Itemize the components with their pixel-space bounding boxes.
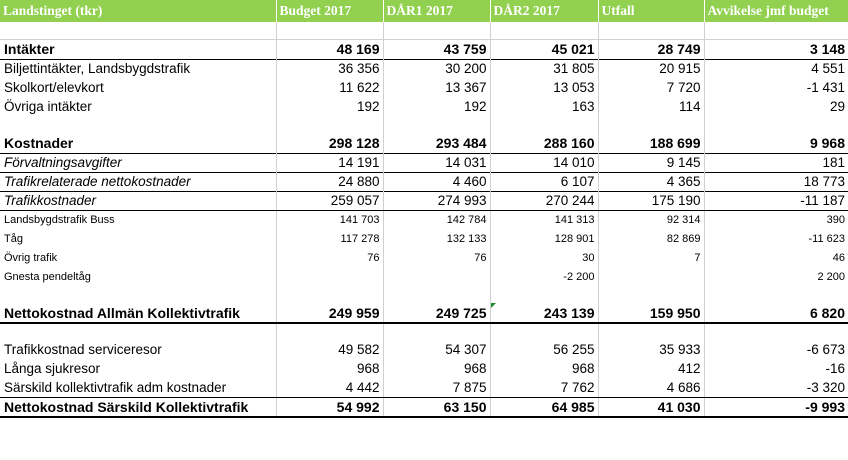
table-row xyxy=(0,229,848,248)
cell-value: 9 968 xyxy=(704,133,848,153)
cell-value: 11 622 xyxy=(276,78,383,97)
blank-row xyxy=(0,286,848,303)
table-row xyxy=(0,97,848,116)
cell-value: 298 128 xyxy=(276,133,383,153)
cell-value: 968 xyxy=(490,359,598,378)
header-col-utfall: Utfall xyxy=(598,0,704,22)
cell-value: 54 307 xyxy=(383,340,490,359)
cell-value: -1 431 xyxy=(704,78,848,97)
cell-value: -11 187 xyxy=(704,191,848,210)
cell-value: 390 xyxy=(704,210,848,229)
cell-value: 36 356 xyxy=(276,59,383,78)
cell-value: 43 759 xyxy=(383,39,490,59)
header-col-budget: Budget 2017 xyxy=(276,0,383,22)
cell-value: 259 057 xyxy=(276,191,383,210)
cell-value: 192 xyxy=(276,97,383,116)
cell-value xyxy=(276,267,383,286)
row-label: Övrig trafik xyxy=(4,251,58,264)
cell-value: 7 875 xyxy=(383,378,490,397)
cell-value: 4 365 xyxy=(598,172,704,191)
table-row xyxy=(0,248,848,267)
cell-value: 41 030 xyxy=(598,397,704,417)
cell-value: 24 880 xyxy=(276,172,383,191)
blank-row xyxy=(0,116,848,133)
cell-value: 54 992 xyxy=(276,397,383,417)
cell-value: 56 255 xyxy=(490,340,598,359)
row-label: Långa sjukresor xyxy=(4,361,101,376)
table-row xyxy=(0,153,848,172)
row-label: Landsbygdstrafik Buss xyxy=(4,213,115,226)
table-row xyxy=(0,39,848,59)
table-row xyxy=(0,78,848,97)
cell-value: 249 959 xyxy=(276,303,383,323)
cell-value: 114 xyxy=(598,97,704,116)
cell-value: 412 xyxy=(598,359,704,378)
cell-value: 163 xyxy=(490,97,598,116)
cell-value: 288 160 xyxy=(490,133,598,153)
table-row xyxy=(0,210,848,229)
cell-value: 46 xyxy=(704,248,848,267)
table-row xyxy=(0,191,848,210)
cell-value: 28 749 xyxy=(598,39,704,59)
cell-value: 63 150 xyxy=(383,397,490,417)
row-label: Nettokostnad Allmän Kollektivtrafik xyxy=(0,303,276,323)
header-col-dar2: DÅR2 2017 xyxy=(490,0,598,22)
table-row xyxy=(0,59,848,78)
cell-value: 117 278 xyxy=(276,229,383,248)
row-label: Särskild kollektivtrafik adm kostnader xyxy=(0,378,276,397)
cell-value: -2 200 xyxy=(490,267,598,286)
cell-value: 270 244 xyxy=(490,191,598,210)
cell-value: 30 200 xyxy=(383,59,490,78)
row-label: Kostnader xyxy=(4,134,74,151)
table-row xyxy=(0,397,848,417)
cell-value: 13 053 xyxy=(490,78,598,97)
cell-value: 45 021 xyxy=(490,39,598,59)
cell-value: 141 703 xyxy=(276,210,383,229)
cell-value xyxy=(598,267,704,286)
cell-value: 35 933 xyxy=(598,340,704,359)
cell-value: 293 484 xyxy=(383,133,490,153)
header-col-avvikelse: Avvikelse jmf budget xyxy=(704,0,848,22)
cell-value: 7 762 xyxy=(490,378,598,397)
cell-value: -11 623 xyxy=(704,229,848,248)
cell-value: 31 805 xyxy=(490,59,598,78)
row-label: Trafikrelaterade nettokostnader xyxy=(0,172,276,191)
cell-value: -16 xyxy=(704,359,848,378)
cell-value: 142 784 xyxy=(383,210,490,229)
cell-value: 968 xyxy=(383,359,490,378)
blank-row xyxy=(0,323,848,340)
cell-value: 4 442 xyxy=(276,378,383,397)
table-row xyxy=(0,359,848,378)
header-col-dar1: DÅR1 2017 xyxy=(383,0,490,22)
table-row xyxy=(0,340,848,359)
cell-value: 14 031 xyxy=(383,153,490,172)
cell-value: 14 010 xyxy=(490,153,598,172)
row-label: Intäkter xyxy=(4,41,55,57)
cell-value: -6 673 xyxy=(704,340,848,359)
cell-value: 76 xyxy=(383,248,490,267)
cell-value: 968 xyxy=(276,359,383,378)
row-label: Tåg xyxy=(4,232,23,245)
table-row xyxy=(0,378,848,397)
cell-value: 76 xyxy=(276,248,383,267)
cell-value: 29 xyxy=(704,97,848,116)
cell-value: 20 915 xyxy=(598,59,704,78)
cell-value: 6 820 xyxy=(704,303,848,323)
cell-value xyxy=(383,267,490,286)
cell-value: 175 190 xyxy=(598,191,704,210)
table-row xyxy=(0,303,848,323)
cell-value: 141 313 xyxy=(490,210,598,229)
cell-value: 4 686 xyxy=(598,378,704,397)
cell-value: -3 320 xyxy=(704,378,848,397)
cell-value: 49 582 xyxy=(276,340,383,359)
table-row xyxy=(0,172,848,191)
row-label: Biljettintäkter, Landsbygdstrafik xyxy=(0,59,276,78)
cell-value: 14 191 xyxy=(276,153,383,172)
cell-value: 4 460 xyxy=(383,172,490,191)
row-label: Trafikkostnader xyxy=(0,191,276,210)
cell-value: 249 725 xyxy=(383,303,490,323)
cell-value: 30 xyxy=(490,248,598,267)
cell-value: 128 901 xyxy=(490,229,598,248)
cell-value: 4 551 xyxy=(704,59,848,78)
header-label: Landstinget (tkr) xyxy=(0,0,276,22)
cell-value: 243 139 xyxy=(490,303,598,323)
cell-value: 181 xyxy=(704,153,848,172)
row-label: Nettokostnad Särskild Kollektivtrafik xyxy=(0,397,276,417)
row-label: Förvaltningsavgifter xyxy=(0,153,276,172)
cell-value: 192 xyxy=(383,97,490,116)
cell-value: 48 169 xyxy=(276,39,383,59)
cell-value: 18 773 xyxy=(704,172,848,191)
cell-value: 132 133 xyxy=(383,229,490,248)
table-row xyxy=(0,133,848,153)
cell-value: -9 993 xyxy=(704,397,848,417)
cell-value: 7 720 xyxy=(598,78,704,97)
table-row xyxy=(0,267,848,286)
cell-value: 82 869 xyxy=(598,229,704,248)
cell-value: 13 367 xyxy=(383,78,490,97)
cell-value: 159 950 xyxy=(598,303,704,323)
row-label: Övriga intäkter xyxy=(4,99,92,114)
cell-value: 9 145 xyxy=(598,153,704,172)
cell-value: 3 148 xyxy=(704,39,848,59)
cell-value: 274 993 xyxy=(383,191,490,210)
row-label: Skolkort/elevkort xyxy=(4,80,104,95)
cell-value: 92 314 xyxy=(598,210,704,229)
cell-value: 64 985 xyxy=(490,397,598,417)
cell-value: 2 200 xyxy=(704,267,848,286)
blank-row xyxy=(0,22,848,39)
row-label: Trafikkostnad serviceresor xyxy=(4,342,162,357)
cell-value: 7 xyxy=(598,248,704,267)
header-row xyxy=(0,0,848,22)
cell-value: 6 107 xyxy=(490,172,598,191)
row-label: Gnesta pendeltåg xyxy=(4,270,91,283)
cell-value: 188 699 xyxy=(598,133,704,153)
